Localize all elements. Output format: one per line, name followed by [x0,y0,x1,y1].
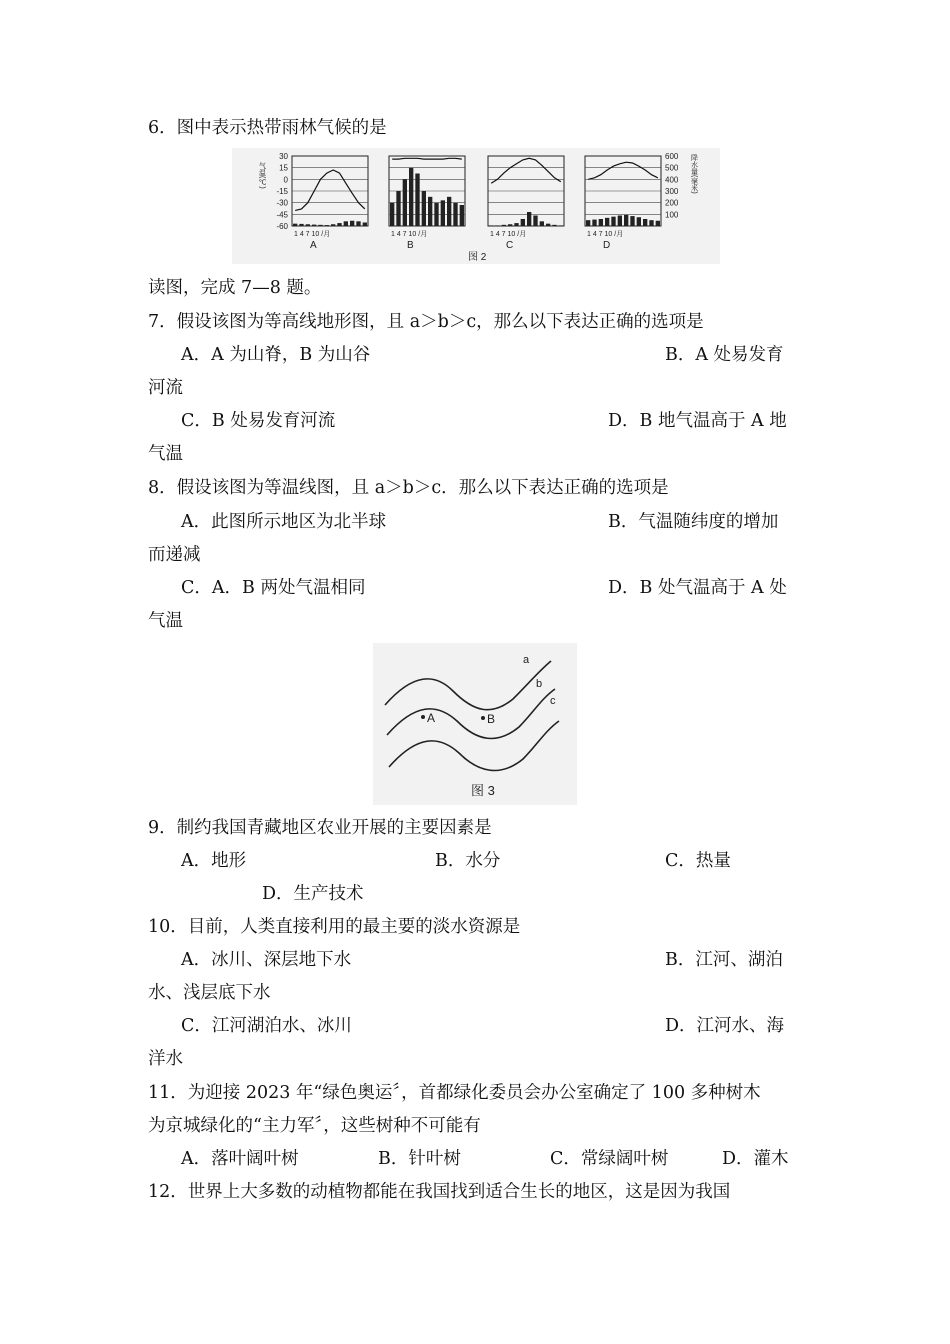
precip-bar [514,223,518,226]
isoline-c [389,721,559,770]
q10-option-b-cont: 水、浅层底下水 [148,983,271,1003]
precip-bar [337,223,341,226]
precip-bar [447,197,451,226]
precip-bar [306,224,310,226]
precip-bar [508,224,512,226]
temp-tick-label: 0 [283,175,288,185]
precip-bar [299,224,303,226]
precip-bar [331,224,335,226]
point-b-marker [481,716,485,720]
month-tick-labels: 1 4 7 10 /月 [294,231,331,238]
q10-option-b[interactable]: B．江河、湖泊 [665,950,783,970]
precip-bar [502,225,506,226]
q11-stem-line1: 11．为迎接 2023 年“绿色奥运〞，首都绿化委员会办公室确定了 100 多种树木 [148,1083,761,1103]
precip-bar [350,221,354,226]
precip-bar [643,219,647,226]
temp-tick-label: -30 [276,198,288,208]
precip-bar [527,212,531,226]
isoline-b-label: b [536,678,543,690]
q11-option-d[interactable]: D．灌木 [722,1149,789,1169]
intro-7-8: 读图，完成 7—8 题。 [148,278,322,298]
figure-2-caption: 图 2 [468,252,487,263]
precip-bar [618,216,622,227]
figure-2-climate-charts [232,148,720,264]
q6-stem: 6．图中表示热带雨林气候的是 [148,118,387,138]
precip-bar [460,205,464,226]
month-tick-labels: 1 4 7 10 /月 [490,231,527,238]
precip-bar [656,221,660,226]
precip-bar [318,225,322,226]
q10-stem: 10．目前，人类直接利用的最主要的淡水资源是 [148,917,521,937]
month-tick-labels: 1 4 7 10 /月 [587,231,624,238]
q10-option-d[interactable]: D．江河水、海 [665,1016,785,1036]
q7-option-d[interactable]: D．B 地气温高于 A 地 [608,411,787,431]
figure-2-svg [232,148,720,264]
q9-option-a[interactable]: A．地形 [181,851,247,871]
precip-bar [540,221,544,226]
precip-bar [611,217,615,226]
precip-tick-label: 300 [665,187,679,196]
precip-bar [293,224,297,226]
q8-option-b-cont: 而递减 [148,545,201,565]
q10-option-d-cont: 洋水 [148,1049,183,1069]
q7-option-b[interactable]: B．A 处易发育 [665,345,784,365]
q7-stem: 7．假设该图为等高线地形图，且 a＞b＞c，那么以下表达正确的选项是 [148,312,704,332]
month-tick-labels: 1 4 7 10 /月 [391,231,428,238]
precip-tick-label: 200 [665,198,679,208]
precip-bar [403,179,407,226]
precip-bar [649,220,653,226]
q11-option-a[interactable]: A．落叶阔叶树 [181,1149,299,1169]
figure-3-caption: 图 3 [471,783,495,798]
precip-bar [592,220,596,226]
q10-option-a[interactable]: A．冰川、深层地下水 [181,950,352,970]
panel-label: B [407,240,414,251]
q7-option-b-cont: 河流 [148,378,183,398]
precip-bar [586,220,590,226]
precip-bar [325,225,329,226]
temperature-curve [295,170,365,210]
precip-bar [356,221,360,226]
q8-option-b[interactable]: B．气温随纬度的增加 [608,512,779,532]
precip-tick-label: 600 [665,152,679,161]
q9-stem: 9．制约我国青藏地区农业开展的主要因素是 [148,818,492,838]
temp-tick-label: 30 [279,152,288,161]
point-b-label: B [487,712,496,726]
precip-bar [453,203,457,226]
panel-label: D [603,240,611,251]
precip-tick-label: 400 [665,175,679,185]
isoline-a-label: a [523,654,530,666]
precip-bar [630,216,634,226]
q8-option-a[interactable]: A．此图所示地区为北半球 [181,512,387,532]
q9-option-b[interactable]: B．水分 [435,851,501,871]
q11-option-c[interactable]: C．常绿阔叶树 [550,1149,669,1169]
precip-axis-label: 降水量(毫米) [690,154,698,194]
temp-tick-label: -45 [276,210,288,220]
precip-bar [441,200,445,226]
precip-bar [533,216,537,227]
q12-stem: 12．世界上大多数的动植物都能在我国找到适合生长的地区，这是因为我国 [148,1182,731,1202]
temperature-curve [588,162,658,179]
precip-bar [489,225,493,226]
precip-bar [363,223,367,227]
point-a-marker [421,715,425,719]
precip-tick-label: 500 [665,163,679,173]
temp-tick-label: -60 [276,222,288,231]
isoline-a [385,661,551,710]
q9-option-d[interactable]: D．生产技术 [262,884,364,904]
q9-option-c[interactable]: C．热量 [665,851,731,871]
q10-option-c[interactable]: C．江河湖泊水、冰川 [181,1016,352,1036]
precip-bar [409,168,413,226]
q7-option-d-cont: 气温 [148,444,183,464]
q7-option-a[interactable]: A．A 为山脊，B 为山谷 [181,345,371,365]
q11-stem-line2: 为京城绿化的“主力军〞，这些树种不可能有 [148,1116,481,1136]
precip-bar [415,174,419,227]
precip-bar [546,224,550,226]
temp-tick-label: 15 [279,163,288,173]
panel-label: A [310,240,317,251]
precip-bar [521,219,525,226]
precip-bar [396,191,400,226]
precip-bar [422,191,426,226]
precip-bar [495,225,499,226]
q7-option-c[interactable]: C．B 处易发育河流 [181,411,336,431]
precip-bar [624,215,628,226]
q8-option-c[interactable]: C．A．B 两处气温相同 [181,578,366,598]
point-a-label: A [427,711,436,725]
temp-axis-label: 气温(℃) [258,162,266,189]
figure-3-svg [373,643,577,805]
precip-bar [428,197,432,226]
precip-bar [552,225,556,226]
q8-option-d-cont: 气温 [148,611,183,631]
precip-tick-label: 100 [665,210,679,220]
precip-bar [344,221,348,226]
precip-bar [559,225,563,226]
isoline-c-label: c [550,695,556,707]
q11-option-b[interactable]: B．针叶树 [378,1149,461,1169]
precip-bar [637,217,641,226]
panel-label: C [506,240,514,251]
figure-3-isolines [373,643,577,805]
temperature-curve [392,158,462,159]
isoline-b [387,689,555,738]
precip-bar [605,218,609,226]
precip-bar [312,225,316,226]
q8-stem: 8．假设该图为等温线图，且 a＞b＞c．那么以下表达正确的选项是 [148,478,669,498]
precip-bar [434,203,438,226]
q8-option-d[interactable]: D．B 处气温高于 A 处 [608,578,787,598]
precip-bar [390,203,394,226]
precip-bar [599,219,603,226]
temp-tick-label: -15 [276,187,288,196]
